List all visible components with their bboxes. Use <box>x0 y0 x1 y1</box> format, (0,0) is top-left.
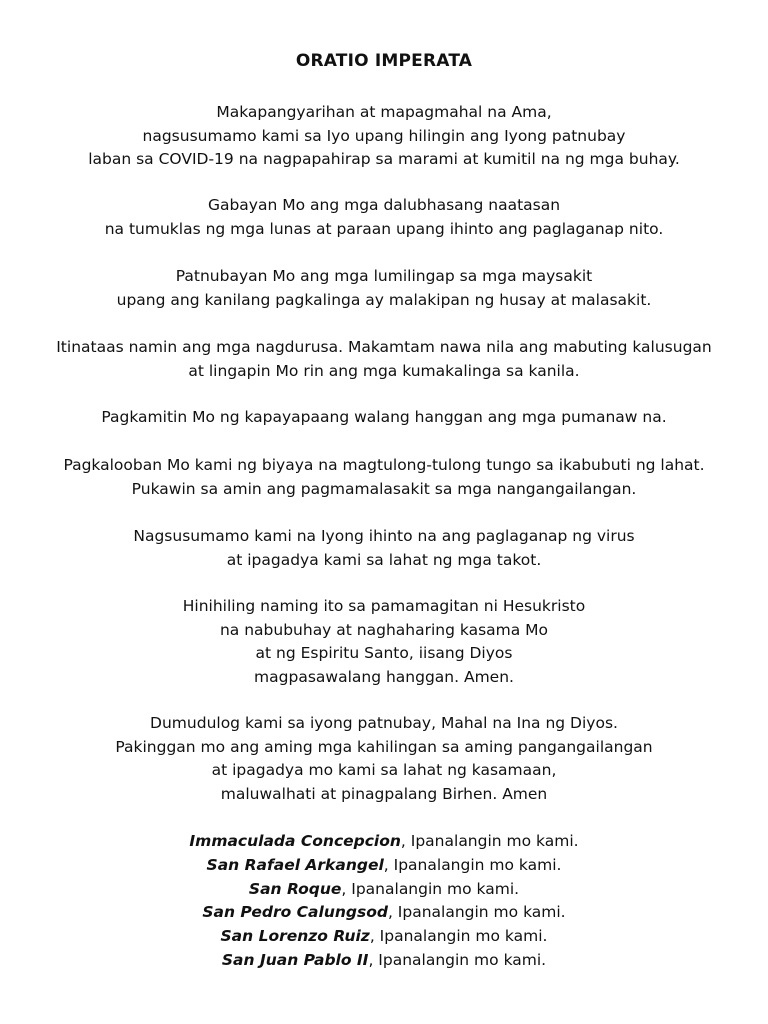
stanza-line: nagsusumamo kami sa Iyo upang hilingin ang Iyong patnubay <box>142 126 626 145</box>
stanza-line: Patnubayan Mo ang mga lumilingap sa mga maysakit <box>175 267 593 285</box>
litany-item <box>0 925 768 949</box>
stanza-line: na tumuklas ng mga lunas at paraan upang ihinto ang paglaganap nito. <box>104 219 664 238</box>
stanza-deliverance <box>0 525 768 572</box>
litany-response: , Ipanalangin mo kami. <box>368 950 547 969</box>
stanza-line: at ipagadya kami sa lahat ng mga takot. <box>226 550 542 569</box>
stanza-line: laban sa COVID-19 na nagpapahirap sa marami at kumitil na ng mga buhay. <box>88 150 680 168</box>
litany-response: , Ipanalangin mo kami. <box>369 927 548 946</box>
stanza-line: Pagkalooban Mo kami ng biyaya na magtulong-tulong tungo sa ikabubuti ng lahat. <box>63 456 705 474</box>
litany-response: , Ipanalangin mo kami. <box>341 879 520 898</box>
stanza-departed <box>0 406 768 430</box>
stanza-line: magpasawalang hanggan. Amen. <box>254 667 514 686</box>
stanza-line: upang ang kanilang pagkalinga ay malakipan ng husay at malasakit. <box>116 290 652 309</box>
stanza-caregivers <box>0 265 768 312</box>
stanza-line: at ipagadya mo kami sa lahat ng kasamaan, <box>211 761 557 779</box>
stanza-line: Gabayan Mo ang mga dalubhasang naatasan <box>207 196 561 214</box>
stanza-marian <box>0 712 768 806</box>
stanza-line: maluwalhati at pinagpalang Birhen. Amen <box>220 784 548 803</box>
stanza-line: Hinihiling naming ito sa pamamagitan ni Hesukristo <box>182 597 586 615</box>
stanza-doxology <box>0 595 768 689</box>
stanza-line: Pukawin sa amin ang pagmamalasakit sa mga nangangailangan. <box>131 479 637 498</box>
stanza-experts <box>0 194 768 241</box>
stanza-line: at ng Espiritu Santo, iisang Diyos <box>255 644 513 662</box>
stanza-line: Pakinggan mo ang aming mga kahilingan sa aming pangangailangan <box>115 737 653 756</box>
saint-name: San Lorenzo Ruiz <box>220 927 370 946</box>
stanza-line: Itinataas namin ang mga nagdurusa. Makamtam nawa nila ang mabuting kalusugan <box>56 338 712 356</box>
litany-response: , Ipanalangin mo kami. <box>400 832 579 850</box>
litany-response: , Ipanalangin mo kami. <box>383 855 562 874</box>
saint-name: Immaculada Concepcion <box>189 832 401 850</box>
litany-item <box>0 830 768 854</box>
litany-of-saints <box>0 830 768 973</box>
stanza-line: at lingapin Mo rin ang mga kumakalinga sa kanila. <box>188 361 580 380</box>
litany-response: , Ipanalangin mo kami. <box>387 903 566 922</box>
litany-item <box>0 901 768 925</box>
saint-name: San Pedro Calungsod <box>202 903 388 922</box>
stanza-line: Dumudulog kami sa iyong patnubay, Mahal na Ina ng Diyos. <box>150 714 618 732</box>
stanza-cooperation <box>0 454 768 501</box>
page-title: ORATIO IMPERATA <box>295 51 473 71</box>
stanza-line: Makapangyarihan at mapagmahal na Ama, <box>216 103 552 121</box>
litany-item <box>0 854 768 878</box>
saint-name: San Roque <box>248 879 342 898</box>
stanza-line: Pagkamitin Mo ng kapayapaang walang hanggan ang mga pumanaw na. <box>101 408 667 426</box>
saint-name: San Rafael Arkangel <box>206 855 384 874</box>
litany-item <box>0 878 768 902</box>
stanza-invocation <box>0 101 768 172</box>
saint-name: San Juan Pablo II <box>221 950 369 969</box>
stanza-line: na nabubuhay at naghaharing kasama Mo <box>219 620 549 639</box>
litany-item <box>0 949 768 973</box>
stanza-suffering <box>0 336 768 383</box>
stanza-line: Nagsusumamo kami na Iyong ihinto na ang paglaganap ng virus <box>133 527 635 545</box>
